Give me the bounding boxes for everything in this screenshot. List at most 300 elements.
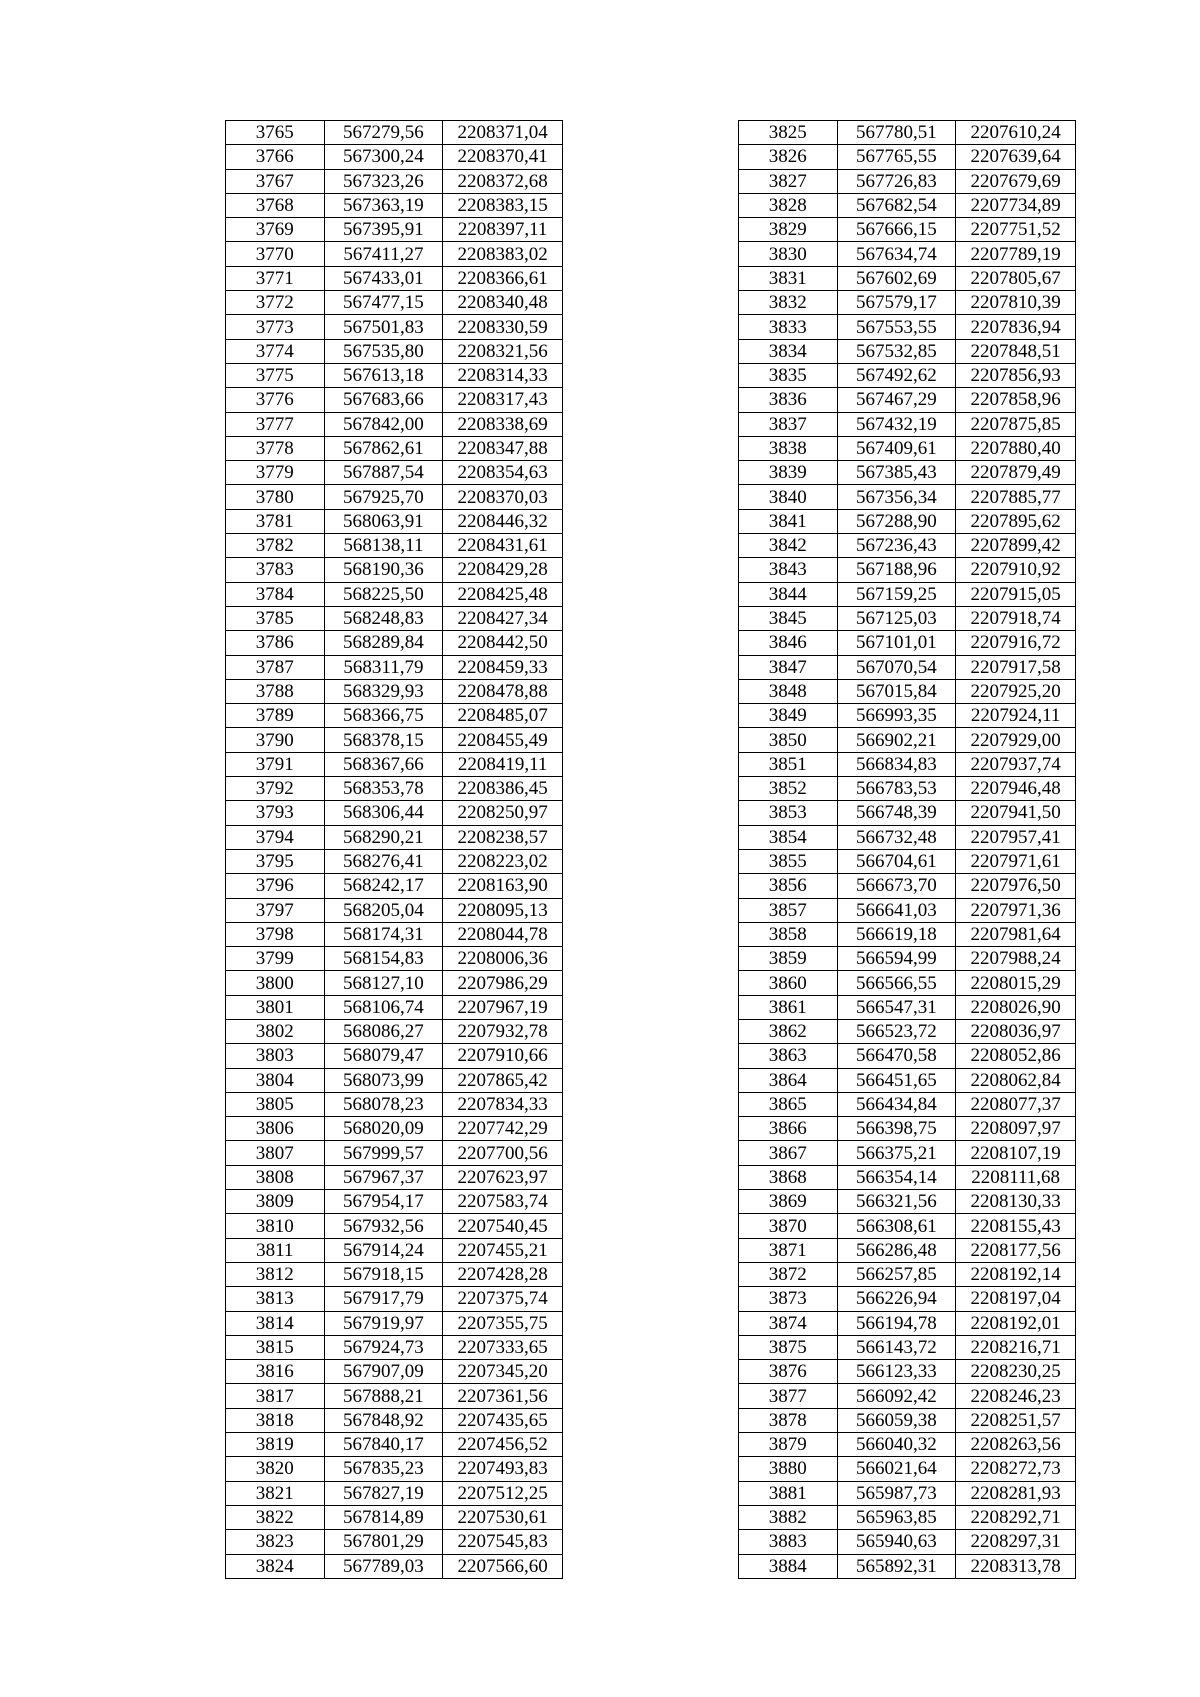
- y-coordinate-cell: 2208370,03: [443, 485, 563, 509]
- point-number-cell: 3786: [226, 631, 325, 655]
- y-coordinate-cell: 2208431,61: [443, 534, 563, 558]
- point-number-cell: 3780: [226, 485, 325, 509]
- point-number-cell: 3830: [739, 242, 838, 266]
- x-coordinate-cell: 565987,73: [837, 1481, 956, 1505]
- y-coordinate-cell: 2208250,97: [443, 801, 563, 825]
- x-coordinate-cell: 567917,79: [324, 1287, 443, 1311]
- y-coordinate-cell: 2208354,63: [443, 461, 563, 485]
- point-number-cell: 3798: [226, 922, 325, 946]
- point-number-cell: 3879: [739, 1433, 838, 1457]
- table-row: [739, 1457, 1076, 1481]
- table-body: [226, 121, 563, 1579]
- point-number-cell: 3790: [226, 728, 325, 752]
- y-coordinate-cell: 2207428,28: [443, 1262, 563, 1286]
- y-coordinate-cell: 2207610,24: [956, 121, 1076, 145]
- point-number-cell: 3796: [226, 874, 325, 898]
- y-coordinate-cell: 2207583,74: [443, 1190, 563, 1214]
- y-coordinate-cell: 2208281,93: [956, 1481, 1076, 1505]
- x-coordinate-cell: 567919,97: [324, 1311, 443, 1335]
- y-coordinate-cell: 2208425,48: [443, 582, 563, 606]
- y-coordinate-cell: 2208330,59: [443, 315, 563, 339]
- x-coordinate-cell: 567967,37: [324, 1165, 443, 1189]
- table-row: [739, 339, 1076, 363]
- point-number-cell: 3773: [226, 315, 325, 339]
- y-coordinate-cell: 2208192,01: [956, 1311, 1076, 1335]
- table-row: [226, 1408, 563, 1432]
- x-coordinate-cell: 567814,89: [324, 1505, 443, 1529]
- y-coordinate-cell: 2208338,69: [443, 412, 563, 436]
- x-coordinate-cell: 566783,53: [837, 777, 956, 801]
- y-coordinate-cell: 2207545,83: [443, 1530, 563, 1554]
- table-row: [226, 218, 563, 242]
- y-coordinate-cell: 2208446,32: [443, 509, 563, 533]
- x-coordinate-cell: 566673,70: [837, 874, 956, 898]
- x-coordinate-cell: 567288,90: [837, 509, 956, 533]
- point-number-cell: 3805: [226, 1092, 325, 1116]
- table-row: [739, 1117, 1076, 1141]
- y-coordinate-cell: 2208177,56: [956, 1238, 1076, 1262]
- table-row: [739, 1044, 1076, 1068]
- y-coordinate-cell: 2208238,57: [443, 825, 563, 849]
- point-number-cell: 3880: [739, 1457, 838, 1481]
- point-number-cell: 3778: [226, 436, 325, 460]
- table-row: [739, 849, 1076, 873]
- x-coordinate-cell: 567467,29: [837, 388, 956, 412]
- y-coordinate-cell: 2208107,19: [956, 1141, 1076, 1165]
- y-coordinate-cell: 2207879,49: [956, 461, 1076, 485]
- table-row: [226, 1433, 563, 1457]
- y-coordinate-cell: 2207880,40: [956, 436, 1076, 460]
- point-number-cell: 3826: [739, 145, 838, 169]
- y-coordinate-cell: 2208427,34: [443, 606, 563, 630]
- coordinates-table-right: [738, 120, 1076, 1579]
- table-row: [226, 436, 563, 460]
- point-number-cell: 3772: [226, 291, 325, 315]
- point-number-cell: 3822: [226, 1505, 325, 1529]
- table-row: [739, 1287, 1076, 1311]
- y-coordinate-cell: 2207910,92: [956, 558, 1076, 582]
- x-coordinate-cell: 567887,54: [324, 461, 443, 485]
- x-coordinate-cell: 568079,47: [324, 1044, 443, 1068]
- x-coordinate-cell: 567492,62: [837, 363, 956, 387]
- x-coordinate-cell: 567780,51: [837, 121, 956, 145]
- point-number-cell: 3769: [226, 218, 325, 242]
- point-number-cell: 3819: [226, 1433, 325, 1457]
- table-row: [226, 1384, 563, 1408]
- point-number-cell: 3817: [226, 1384, 325, 1408]
- table-row: [739, 777, 1076, 801]
- y-coordinate-cell: 2207946,48: [956, 777, 1076, 801]
- table-row: [739, 679, 1076, 703]
- table-row: [226, 242, 563, 266]
- point-number-cell: 3815: [226, 1335, 325, 1359]
- y-coordinate-cell: 2208313,78: [956, 1554, 1076, 1578]
- point-number-cell: 3866: [739, 1117, 838, 1141]
- y-coordinate-cell: 2207916,72: [956, 631, 1076, 655]
- x-coordinate-cell: 567535,80: [324, 339, 443, 363]
- y-coordinate-cell: 2207967,19: [443, 995, 563, 1019]
- y-coordinate-cell: 2208340,48: [443, 291, 563, 315]
- x-coordinate-cell: 566619,18: [837, 922, 956, 946]
- x-coordinate-cell: 568190,36: [324, 558, 443, 582]
- point-number-cell: 3795: [226, 849, 325, 873]
- x-coordinate-cell: 567159,25: [837, 582, 956, 606]
- y-coordinate-cell: 2207910,66: [443, 1044, 563, 1068]
- table-row: [739, 388, 1076, 412]
- y-coordinate-cell: 2208163,90: [443, 874, 563, 898]
- x-coordinate-cell: 568174,31: [324, 922, 443, 946]
- x-coordinate-cell: 567602,69: [837, 266, 956, 290]
- y-coordinate-cell: 2207540,45: [443, 1214, 563, 1238]
- table-row: [226, 874, 563, 898]
- point-number-cell: 3829: [739, 218, 838, 242]
- table-row: [226, 1165, 563, 1189]
- y-coordinate-cell: 2208442,50: [443, 631, 563, 655]
- table-row: [226, 752, 563, 776]
- table-row: [739, 655, 1076, 679]
- table-row: [739, 922, 1076, 946]
- table-row: [226, 412, 563, 436]
- point-number-cell: 3852: [739, 777, 838, 801]
- x-coordinate-cell: 567682,54: [837, 193, 956, 217]
- table-row: [226, 1481, 563, 1505]
- table-row: [226, 1117, 563, 1141]
- point-number-cell: 3779: [226, 461, 325, 485]
- point-number-cell: 3816: [226, 1360, 325, 1384]
- x-coordinate-cell: 568106,74: [324, 995, 443, 1019]
- point-number-cell: 3781: [226, 509, 325, 533]
- y-coordinate-cell: 2208263,56: [956, 1433, 1076, 1457]
- x-coordinate-cell: 567842,00: [324, 412, 443, 436]
- table-row: [739, 995, 1076, 1019]
- point-number-cell: 3854: [739, 825, 838, 849]
- x-coordinate-cell: 566594,99: [837, 947, 956, 971]
- x-coordinate-cell: 566059,38: [837, 1408, 956, 1432]
- point-number-cell: 3842: [739, 534, 838, 558]
- table-row: [739, 1068, 1076, 1092]
- point-number-cell: 3784: [226, 582, 325, 606]
- y-coordinate-cell: 2208052,86: [956, 1044, 1076, 1068]
- x-coordinate-cell: 565892,31: [837, 1554, 956, 1578]
- y-coordinate-cell: 2208111,68: [956, 1165, 1076, 1189]
- x-coordinate-cell: 566194,78: [837, 1311, 956, 1335]
- table-row: [739, 801, 1076, 825]
- point-number-cell: 3884: [739, 1554, 838, 1578]
- y-coordinate-cell: 2208095,13: [443, 898, 563, 922]
- point-number-cell: 3789: [226, 704, 325, 728]
- point-number-cell: 3833: [739, 315, 838, 339]
- y-coordinate-cell: 2207355,75: [443, 1311, 563, 1335]
- y-coordinate-cell: 2208383,02: [443, 242, 563, 266]
- y-coordinate-cell: 2207899,42: [956, 534, 1076, 558]
- x-coordinate-cell: 568225,50: [324, 582, 443, 606]
- point-number-cell: 3821: [226, 1481, 325, 1505]
- coordinates-table-left: [225, 120, 563, 1579]
- y-coordinate-cell: 2208370,41: [443, 145, 563, 169]
- table-row: [226, 1238, 563, 1262]
- point-number-cell: 3849: [739, 704, 838, 728]
- point-number-cell: 3777: [226, 412, 325, 436]
- table-row: [739, 1505, 1076, 1529]
- x-coordinate-cell: 565963,85: [837, 1505, 956, 1529]
- x-coordinate-cell: 568020,09: [324, 1117, 443, 1141]
- x-coordinate-cell: 566704,61: [837, 849, 956, 873]
- table-row: [739, 947, 1076, 971]
- table-row: [226, 485, 563, 509]
- table-row: [226, 1360, 563, 1384]
- x-coordinate-cell: 568366,75: [324, 704, 443, 728]
- x-coordinate-cell: 566732,48: [837, 825, 956, 849]
- table-row: [226, 558, 563, 582]
- table-row: [226, 315, 563, 339]
- y-coordinate-cell: 2208192,14: [956, 1262, 1076, 1286]
- x-coordinate-cell: 567999,57: [324, 1141, 443, 1165]
- y-coordinate-cell: 2208383,15: [443, 193, 563, 217]
- y-coordinate-cell: 2208397,11: [443, 218, 563, 242]
- y-coordinate-cell: 2207836,94: [956, 315, 1076, 339]
- table-row: [739, 461, 1076, 485]
- table-row: [739, 1262, 1076, 1286]
- y-coordinate-cell: 2208026,90: [956, 995, 1076, 1019]
- y-coordinate-cell: 2207623,97: [443, 1165, 563, 1189]
- point-number-cell: 3851: [739, 752, 838, 776]
- y-coordinate-cell: 2207856,93: [956, 363, 1076, 387]
- point-number-cell: 3883: [739, 1530, 838, 1554]
- x-coordinate-cell: 566092,42: [837, 1384, 956, 1408]
- y-coordinate-cell: 2207810,39: [956, 291, 1076, 315]
- x-coordinate-cell: 567236,43: [837, 534, 956, 558]
- table-row: [739, 1092, 1076, 1116]
- table-row: [739, 898, 1076, 922]
- table-row: [739, 1384, 1076, 1408]
- table-row: [739, 145, 1076, 169]
- table-row: [739, 606, 1076, 630]
- x-coordinate-cell: 566143,72: [837, 1335, 956, 1359]
- table-row: [226, 1092, 563, 1116]
- table-row: [226, 461, 563, 485]
- point-number-cell: 3859: [739, 947, 838, 971]
- table-row: [739, 534, 1076, 558]
- x-coordinate-cell: 567914,24: [324, 1238, 443, 1262]
- table-row: [226, 728, 563, 752]
- table-row: [226, 1190, 563, 1214]
- x-coordinate-cell: 567432,19: [837, 412, 956, 436]
- x-coordinate-cell: 568289,84: [324, 631, 443, 655]
- table-row: [226, 1044, 563, 1068]
- table-row: [739, 1019, 1076, 1043]
- point-number-cell: 3806: [226, 1117, 325, 1141]
- table-row: [226, 1505, 563, 1529]
- point-number-cell: 3845: [739, 606, 838, 630]
- y-coordinate-cell: 2208155,43: [956, 1214, 1076, 1238]
- y-coordinate-cell: 2208419,11: [443, 752, 563, 776]
- x-coordinate-cell: 566226,94: [837, 1287, 956, 1311]
- table-row: [739, 485, 1076, 509]
- x-coordinate-cell: 566040,32: [837, 1433, 956, 1457]
- table-row: [739, 558, 1076, 582]
- point-number-cell: 3813: [226, 1287, 325, 1311]
- point-number-cell: 3857: [739, 898, 838, 922]
- point-number-cell: 3814: [226, 1311, 325, 1335]
- y-coordinate-cell: 2207700,56: [443, 1141, 563, 1165]
- y-coordinate-cell: 2207375,74: [443, 1287, 563, 1311]
- point-number-cell: 3788: [226, 679, 325, 703]
- y-coordinate-cell: 2208197,04: [956, 1287, 1076, 1311]
- x-coordinate-cell: 567477,15: [324, 291, 443, 315]
- point-number-cell: 3856: [739, 874, 838, 898]
- table-row: [226, 363, 563, 387]
- y-coordinate-cell: 2208006,36: [443, 947, 563, 971]
- y-coordinate-cell: 2207805,67: [956, 266, 1076, 290]
- point-number-cell: 3840: [739, 485, 838, 509]
- table-row: [226, 971, 563, 995]
- y-coordinate-cell: 2207865,42: [443, 1068, 563, 1092]
- x-coordinate-cell: 566547,31: [837, 995, 956, 1019]
- x-coordinate-cell: 567385,43: [837, 461, 956, 485]
- point-number-cell: 3771: [226, 266, 325, 290]
- table-row: [739, 1165, 1076, 1189]
- y-coordinate-cell: 2207530,61: [443, 1505, 563, 1529]
- point-number-cell: 3831: [739, 266, 838, 290]
- point-number-cell: 3836: [739, 388, 838, 412]
- y-coordinate-cell: 2208317,43: [443, 388, 563, 412]
- y-coordinate-cell: 2208230,25: [956, 1360, 1076, 1384]
- x-coordinate-cell: 568353,78: [324, 777, 443, 801]
- x-coordinate-cell: 567835,23: [324, 1457, 443, 1481]
- y-coordinate-cell: 2208246,23: [956, 1384, 1076, 1408]
- x-coordinate-cell: 566308,61: [837, 1214, 956, 1238]
- table-row: [226, 801, 563, 825]
- y-coordinate-cell: 2207742,29: [443, 1117, 563, 1141]
- x-coordinate-cell: 567765,55: [837, 145, 956, 169]
- table-row: [739, 1481, 1076, 1505]
- table-row: [226, 1457, 563, 1481]
- table-row: [739, 971, 1076, 995]
- y-coordinate-cell: 2208130,33: [956, 1190, 1076, 1214]
- y-coordinate-cell: 2208292,71: [956, 1505, 1076, 1529]
- y-coordinate-cell: 2207789,19: [956, 242, 1076, 266]
- x-coordinate-cell: 568378,15: [324, 728, 443, 752]
- point-number-cell: 3861: [739, 995, 838, 1019]
- table-row: [226, 849, 563, 873]
- point-number-cell: 3792: [226, 777, 325, 801]
- table-row: [739, 363, 1076, 387]
- y-coordinate-cell: 2208044,78: [443, 922, 563, 946]
- table-row: [226, 1068, 563, 1092]
- x-coordinate-cell: 567634,74: [837, 242, 956, 266]
- table-row: [226, 995, 563, 1019]
- point-number-cell: 3787: [226, 655, 325, 679]
- x-coordinate-cell: 567789,03: [324, 1554, 443, 1578]
- x-coordinate-cell: 567613,18: [324, 363, 443, 387]
- table-row: [739, 1530, 1076, 1554]
- point-number-cell: 3770: [226, 242, 325, 266]
- x-coordinate-cell: 567726,83: [837, 169, 956, 193]
- point-number-cell: 3855: [739, 849, 838, 873]
- x-coordinate-cell: 566748,39: [837, 801, 956, 825]
- x-coordinate-cell: 566566,55: [837, 971, 956, 995]
- table-row: [739, 509, 1076, 533]
- point-number-cell: 3794: [226, 825, 325, 849]
- point-number-cell: 3882: [739, 1505, 838, 1529]
- point-number-cell: 3834: [739, 339, 838, 363]
- x-coordinate-cell: 567840,17: [324, 1433, 443, 1457]
- y-coordinate-cell: 2207971,36: [956, 898, 1076, 922]
- table-row: [739, 874, 1076, 898]
- point-number-cell: 3874: [739, 1311, 838, 1335]
- x-coordinate-cell: 568086,27: [324, 1019, 443, 1043]
- x-coordinate-cell: 566257,85: [837, 1262, 956, 1286]
- y-coordinate-cell: 2207455,21: [443, 1238, 563, 1262]
- table-row: [226, 898, 563, 922]
- y-coordinate-cell: 2207924,11: [956, 704, 1076, 728]
- x-coordinate-cell: 568205,04: [324, 898, 443, 922]
- point-number-cell: 3776: [226, 388, 325, 412]
- table-row: [226, 266, 563, 290]
- point-number-cell: 3850: [739, 728, 838, 752]
- table-row: [739, 1238, 1076, 1262]
- x-coordinate-cell: 568329,93: [324, 679, 443, 703]
- x-coordinate-cell: 566993,35: [837, 704, 956, 728]
- point-number-cell: 3835: [739, 363, 838, 387]
- y-coordinate-cell: 2207345,20: [443, 1360, 563, 1384]
- point-number-cell: 3766: [226, 145, 325, 169]
- table-row: [739, 291, 1076, 315]
- table-row: [739, 436, 1076, 460]
- table-row: [226, 193, 563, 217]
- point-number-cell: 3767: [226, 169, 325, 193]
- x-coordinate-cell: 567907,09: [324, 1360, 443, 1384]
- y-coordinate-cell: 2207456,52: [443, 1433, 563, 1457]
- table-row: [226, 534, 563, 558]
- y-coordinate-cell: 2207895,62: [956, 509, 1076, 533]
- y-coordinate-cell: 2208077,37: [956, 1092, 1076, 1116]
- table-row: [226, 121, 563, 145]
- point-number-cell: 3843: [739, 558, 838, 582]
- x-coordinate-cell: 566321,56: [837, 1190, 956, 1214]
- table-row: [739, 1554, 1076, 1578]
- table-row: [226, 388, 563, 412]
- point-number-cell: 3791: [226, 752, 325, 776]
- table-row: [226, 1530, 563, 1554]
- table-row: [226, 1311, 563, 1335]
- point-number-cell: 3869: [739, 1190, 838, 1214]
- y-coordinate-cell: 2207435,65: [443, 1408, 563, 1432]
- y-coordinate-cell: 2208216,71: [956, 1335, 1076, 1359]
- x-coordinate-cell: 568248,83: [324, 606, 443, 630]
- table-row: [739, 752, 1076, 776]
- x-coordinate-cell: 568138,11: [324, 534, 443, 558]
- x-coordinate-cell: 567101,01: [837, 631, 956, 655]
- x-coordinate-cell: 568073,99: [324, 1068, 443, 1092]
- y-coordinate-cell: 2207333,65: [443, 1335, 563, 1359]
- y-coordinate-cell: 2208223,02: [443, 849, 563, 873]
- y-coordinate-cell: 2208314,33: [443, 363, 563, 387]
- y-coordinate-cell: 2208386,45: [443, 777, 563, 801]
- point-number-cell: 3863: [739, 1044, 838, 1068]
- point-number-cell: 3801: [226, 995, 325, 1019]
- table-row: [226, 339, 563, 363]
- y-coordinate-cell: 2207679,69: [956, 169, 1076, 193]
- point-number-cell: 3811: [226, 1238, 325, 1262]
- point-number-cell: 3818: [226, 1408, 325, 1432]
- table-row: [739, 825, 1076, 849]
- table-row: [226, 1214, 563, 1238]
- table-row: [739, 218, 1076, 242]
- table-row: [739, 1190, 1076, 1214]
- point-number-cell: 3827: [739, 169, 838, 193]
- point-number-cell: 3839: [739, 461, 838, 485]
